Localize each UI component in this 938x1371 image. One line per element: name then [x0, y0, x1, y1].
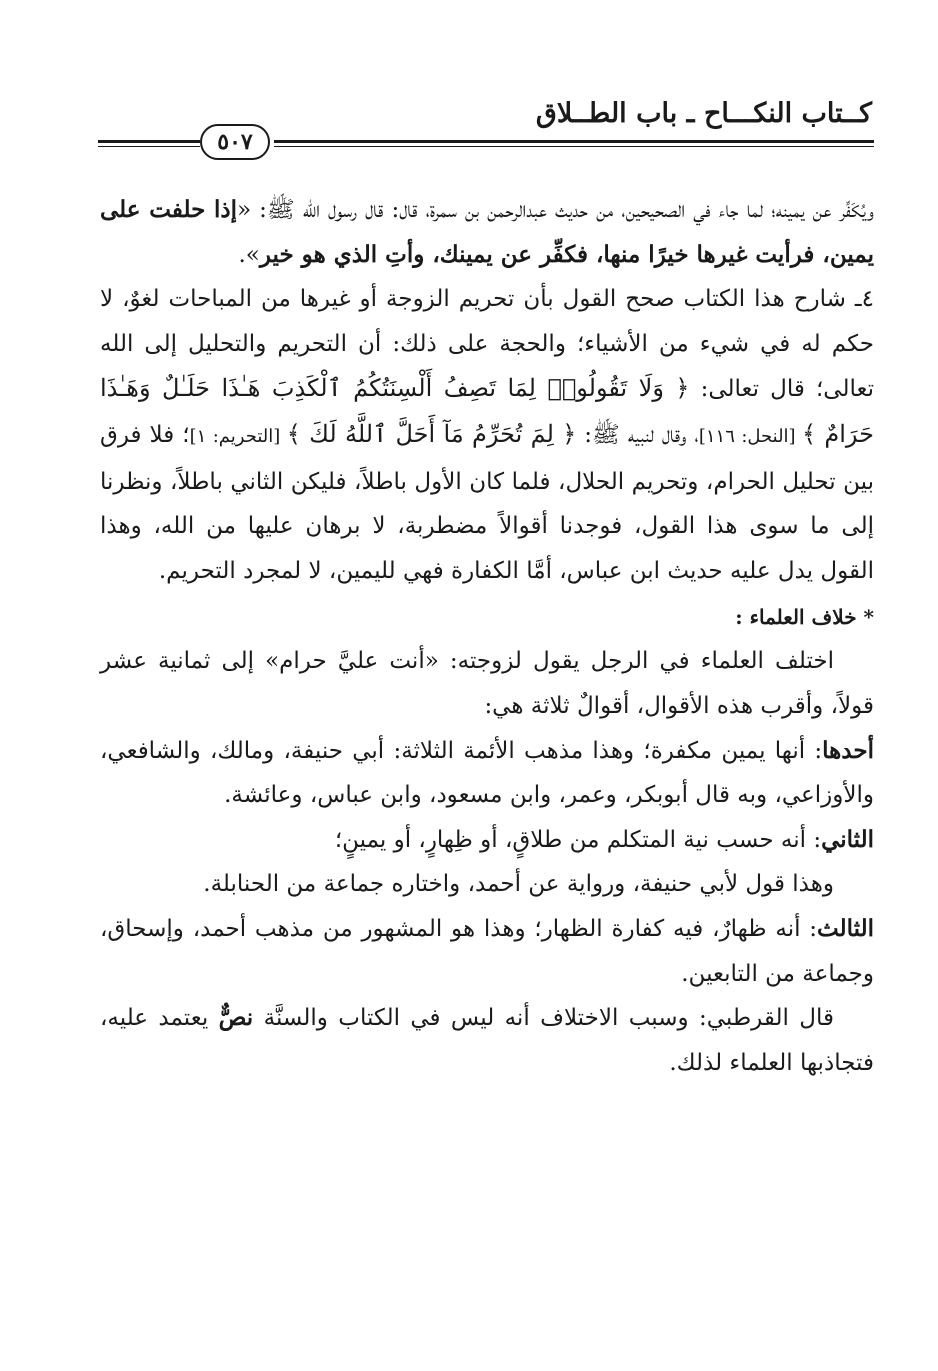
running-head: كــتاب النكـــاح ـ باب الطــلاق [535, 98, 872, 129]
paragraph-first-opinion [100, 729, 874, 818]
hadith-quote: إذا حلفت على يمين، فرأيت غيرها خيرًا منها، فكفِّر عن يمينك، وأتِ الذي هو خير [100, 196, 874, 268]
paragraph-qurtubi [100, 996, 874, 1085]
text-span: ؛ فلا فرق بين تحليل الحرام، وتحريم الحلال، فلما كان الأول باطلاً، فليكن الثاني باطلاً، ونظرنا إلى ما سوى هذا القول، فوجدنا أقوالاً مضطربة، لا برهان عليها من الله، وهذا القول يدل عليه حديث ابن عباس، أمَّا الكفارة فهي لليمين، لا لمجرد التحريم. [100, 421, 874, 584]
text-span: قال القرطبي: وسبب الاختلاف أنه ليس في الكتاب والسنَّة [253, 1005, 834, 1032]
opinion-label: أحدها [822, 736, 874, 764]
paragraph-second-opinion [100, 818, 874, 863]
text-span: يعتمد عليه، فتجاذبها العلماء لذلك. [100, 1005, 874, 1076]
paragraph-third-opinion [100, 907, 874, 996]
opinion-text: : أنه ظهارٌ، فيه كفارة الظهار؛ وهذا هو المشهور من مذهب أحمد، وإسحاق، وجماعة من التابعين. [100, 915, 874, 987]
text-span: ». [238, 241, 260, 268]
quran-verse: ﴿ لِمَ تُحَرِّمُ مَآ أَحَلَّ ٱللَّهُ لَكَ ﴾ [286, 419, 577, 448]
verse-reference: [النحل: ١١٦] [698, 425, 802, 447]
verse-reference: [التحريم: ١] [189, 425, 287, 447]
page-number: ٥٠٧ [200, 124, 270, 160]
opinion-text: : أنها يمين مكفرة؛ وهذا مذهب الأئمة الثلاثة: أبي حنيفة، ومالك، والشافعي، والأوزاعي، وبه قال أبوبكر، وعمر، وابن مسعود، وابن عباس، وعائشة. [100, 737, 874, 809]
body-text [100, 188, 874, 1085]
text-span: ٤ـ شارح هذا الكتاب صحح القول بأن تحريم الزوجة أو غيرها من المباحات لغوٌ، لا حكم له في شيء من الأشياء؛ والحجة على ذلك: أن التحريم والتحليل إلى الله تعالى؛ قال تعالى: [100, 286, 874, 403]
bold-term: نصٌّ [218, 1004, 254, 1032]
paragraph-second-opinion-note: وهذا قول لأبي حنيفة، ورواية عن أحمد، واختاره جماعة من الحنابلة. [203, 871, 834, 898]
header-rule-left [98, 140, 200, 143]
paragraph-point-4 [100, 277, 874, 593]
header-rule-right-thin [274, 146, 874, 147]
opinion-label: الثالث [817, 914, 874, 942]
text-span: ويُكَفِّر عن يمينه؛ لما جاء في الصحيحين، من حديث عبدالرحمن بن سمرة، قال: قال رسول الله ﷺ: « [237, 197, 874, 223]
header-rule-left-thin [98, 146, 200, 147]
opinion-text: : أنه حسب نية المتكلم من طلاقٍ، أو ظِهارٍ، أو يمينٍ؛ [334, 826, 822, 853]
header-rule-right [274, 140, 874, 143]
opinion-label: الثاني [821, 825, 874, 853]
paragraph-intro: اختلف العلماء في الرجل يقول لزوجته: «أنت عليَّ حرام» إلى ثمانية عشر قولاً، وأقرب هذه الأقوال، أقوالٌ ثلاثة هي: [100, 648, 874, 719]
quran-verse: ﴿ وَلَا تَقُولُوا۟ لِمَا تَصِفُ أَلْسِنَتُكُمُ ٱلْكَذِبَ هَـٰذَا حَلَـٰلٌ وَهَـٰذَا حَرَامٌ ﴾ [100, 374, 875, 448]
text-span: ، وقال لنبيه ﷺ: [576, 421, 699, 448]
section-heading: * خلاف العلماء : [735, 605, 874, 630]
paragraph-hadith [100, 188, 874, 277]
